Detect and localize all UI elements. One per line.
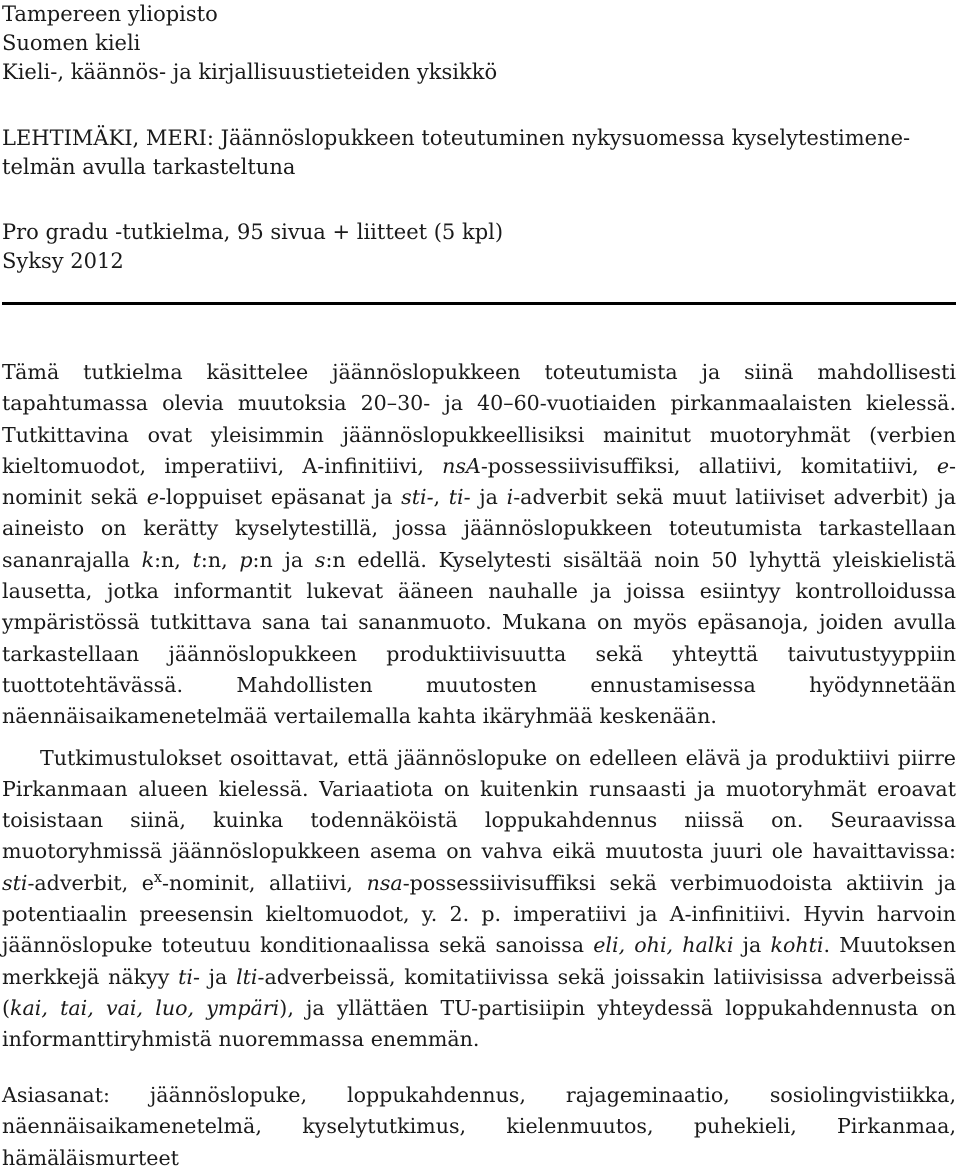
abstract-italic-term: sti- [401,485,434,510]
abstract-paragraph-2 [2,743,956,1056]
abstract-text: -loppuiset epäsanat ja [158,485,402,510]
abstract-text: ja [733,933,771,958]
abstract-italic-term: t [192,547,201,572]
abstract-italic-term: ti- [178,964,200,989]
thesis-header [2,0,952,276]
keywords-paragraph: Asiasanat: jäännöslopuke, loppukahdennus, rajageminaatio, sosiolingvistiikka, näennäisaikamenetelmä, kyselytutkimus, kielenmuutos, puhekieli, Pirkanmaa, hämäläismurteet [2,1083,956,1170]
unit-name: Kieli-, käännös- ja kirjallisuustieteiden yksikkö [2,60,498,84]
abstract-italic-term: k [141,547,155,572]
thesis-title-line-1: LEHTIMÄKI, MERI: Jäännöslopukkeen toteutuminen nykysuomessa kyselytestimene- [2,126,911,150]
abstract-text: ja [470,485,507,510]
horizontal-divider [2,302,956,305]
abstract-italic-term: nsA [442,453,481,478]
abstract-text: :n ja [252,547,315,572]
abstract-italic-term: kai, tai, vai, luo, ympäri [10,995,280,1020]
abstract-text: -possessiivisuffiksi, allatiivi, komitatiivi, [480,453,937,478]
abstract-italic-term: sti [2,870,28,895]
abstract-italic-term: eli, ohi, halki [593,933,734,958]
abstract-italic-term: e [936,453,950,478]
abstract-paragraph-1 [2,357,956,733]
abstract-text: Tämä tutkielma käsittelee jäännöslopukkeen toteutumista ja siinä mahdollisesti tapahtumassa olevia muutoksia 20–30- ja 40–60-vuotiaiden pirkanmaalaisten kielessä. Tutkittavina ovat yleisimmin jäännöslopukkeellisiksi mainitut muotoryhmät (verbien kieltomuodot, imperatiivi, A-infinitiivi, [2,360,956,478]
abstract-text: :n, [200,547,240,572]
abstract-text: , [433,485,449,510]
thesis-info: Pro gradu -tutkielma, 95 sivua + liitteet (5 kpl) [2,220,504,244]
abstract-text: :n edellä. Kyselytesti sisältää noin 50 lyhyttä yleiskielistä lausetta, jotka informantit lukevat ääneen nauhalle ja joissa esiintyy kontrolloidussa ympäristössä tutkittava sana tai sananmuoto. Mukana on myös epäsanoja, joiden avulla tarkastellaan jäännöslopukkeen produktiivisuutta sekä yhteyttä taivutustyyppiin tuottotehtävässä. Mahdollisten muutosten ennustamisessa hyödynnetään näennäisaikamenetelmää vertailemalla kahta ikäryhmää keskenään. [2,547,957,729]
abstract-italic-term: nsa [366,870,403,895]
abstract-italic-term: s [314,547,326,572]
abstract-italic-term: p [239,547,253,572]
abstract-italic-term: kohti [770,933,824,958]
university-name: Tampereen yliopisto [2,2,218,26]
abstract-text: :n, [154,547,193,572]
abstract-text: -adverbit, e [27,870,154,895]
abstract-text: -adverbit sekä muut latiiviset adverbit) ja aineisto on kerätty kyselytestillä, jossa jäännöslopukkeen toteutumista tarkastellaan sananrajalla [2,485,956,572]
abstract-text: -nominit, allatiivi, [162,870,367,895]
abstract-italic-term: ti- [448,485,471,510]
abstract-text: ja [199,964,237,989]
abstract-italic-term: i [506,485,514,510]
abstract-text: -nominit sekä [2,453,956,510]
abstract-text: ), ja yllättäen TU-partisiipin yhteydessä loppukahdennusta on informanttiryhmistä nuoremmassa enemmän. [2,995,957,1052]
abstract-italic-term: e [146,485,159,510]
abstract-text: Tutkimustulokset osoittavat, että jäännöslopuke on edelleen elävä ja produktiivi piirre Pirkanmaan alueen kielessä. Variaatiota on kuitenkin runsaasti ja muotoryhmät eroavat toisistaan siinä, kuinka todennäköistä loppukahdennus niissä on. Seuraavissa muotoryhmissä jäännöslopukkeen asema on vahva eikä muutosta juuri ole havaittavissa: [2,745,956,864]
subject-name: Suomen kieli [2,31,141,55]
abstract-text: . Muutoksen merkkejä näkyy [2,933,956,989]
abstract-body [2,357,956,1056]
abstract-text: -possessiivisuffiksi sekä verbimuodoista aktiivin ja potentiaalin preesensin kieltomuodot, y. 2. p. imperatiivi ja A-infinitiivi. Hyvin harvoin jäännöslopuke toteutuu konditionaalissa sekä sanoissa [2,870,956,958]
abstract-text: -adverbeissä, komitatiivissa sekä joissakin latiivisissa adverbeissä ( [2,964,956,1020]
abstract-italic-term: lti [236,964,258,989]
semester: Syksy 2012 [2,249,124,273]
superscript-x: x [153,869,163,886]
thesis-title-line-2: telmän avulla tarkasteltuna [2,155,296,179]
